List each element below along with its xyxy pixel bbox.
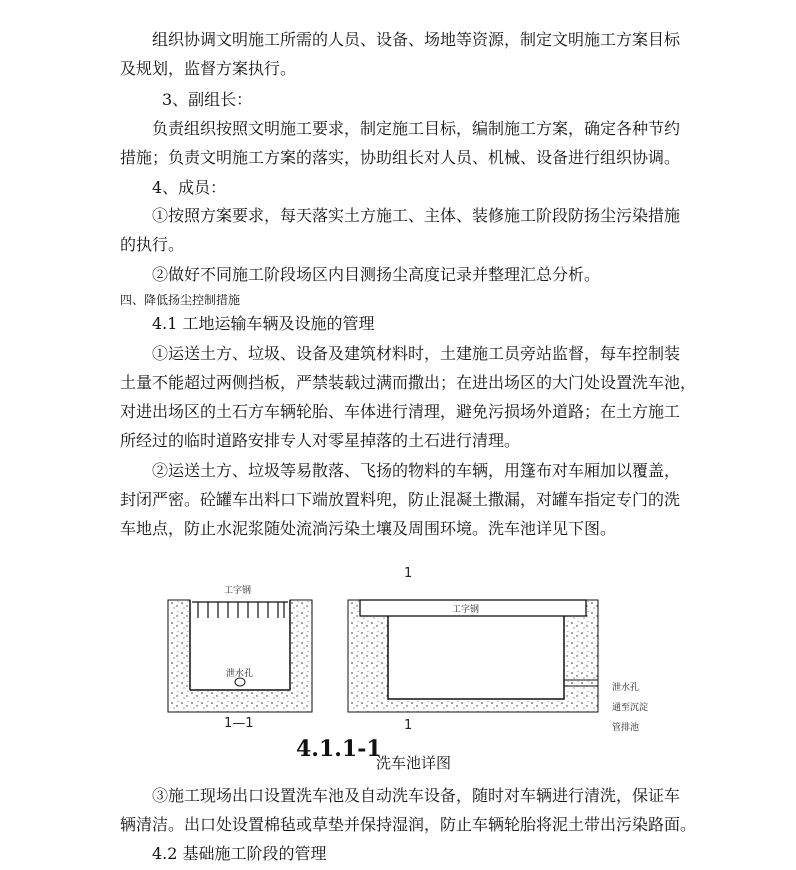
drain-note-1: 泄水孔 (612, 683, 640, 693)
figure-caption: 洗车池详图 (376, 754, 452, 772)
left-hole-label: 泄水孔 (226, 669, 254, 679)
paragraph-line: ①按照方案要求，每天落实土方施工、主体、装修施工阶段防扬尘污染措施 (152, 206, 681, 225)
paragraph-line: ②运送土方、垃圾等易散落、飞扬的物料的车辆，用篷布对车厢加以覆盖， (152, 461, 681, 480)
section-right (348, 600, 598, 712)
section-heading: 四、降低扬尘控制措施 (120, 293, 241, 307)
i-beam-bars (192, 602, 288, 618)
paragraph-line: 及规划，监督方案执行。 (120, 59, 297, 78)
drain-hole-icon (235, 678, 245, 686)
section-left (168, 600, 312, 712)
figure-number: 4.1.1-1 (296, 736, 382, 762)
section-cut-bottom: 1 (404, 718, 413, 733)
paragraph-line: 土量不能超过两侧挡板，严禁装载过满而撒出；在进出场区的大门处设置洗车池， (120, 373, 697, 392)
paragraph-line: 辆清洁。出口处设置棉毡或草垫并保持湿润，防止车辆轮胎将泥土带出污染路面。 (120, 815, 697, 834)
left-beam-label: 工字钢 (224, 586, 252, 596)
section-mark: 1—1 (224, 716, 254, 731)
paragraph-line: ①运送土方、垃圾、设备及建筑材料时，土建施工员旁站监督，每车控制装 (152, 344, 681, 363)
heading-vice-leader: 3、副组长： (162, 90, 253, 109)
drain-note-3: 管排池 (612, 723, 640, 733)
paragraph-line: 组织协调文明施工所需的人员、设备、场地等资源，制定文明施工方案目标 (152, 30, 681, 49)
right-beam-label: 工字钢 (452, 605, 480, 615)
paragraph-line: 负责组织按照文明施工要求，制定施工目标，编制施工方案，确定各种节约 (152, 119, 681, 138)
subsection-heading: 4.2 基础施工阶段的管理 (152, 844, 327, 863)
paragraph-line: ②做好不同施工阶段场区内目测扬尘高度记录并整理汇总分析。 (152, 265, 601, 284)
paragraph-line: 措施；负责文明施工方案的落实，协助组长对人员、机械、设备进行组织协调。 (120, 148, 681, 167)
drain-note-2: 通至沉淀 (612, 703, 649, 713)
section-cut-top: 1 (404, 566, 413, 581)
paragraph-line: 封闭严密。砼罐车出料口下端放置料兜，防止混凝土撒漏，对罐车指定专门的洗 (120, 490, 681, 509)
paragraph-line: 所经过的临时道路安排专人对零星掉落的土石进行清理。 (120, 431, 521, 450)
paragraph-line: ③施工现场出口设置洗车池及自动洗车设备，随时对车辆进行清洗，保证车 (152, 786, 681, 805)
paragraph-line: 车地点，防止水泥浆随处流淌污染土壤及周围环境。洗车池详见下图。 (120, 519, 617, 538)
paragraph-line: 对进出场区的土石方车辆轮胎、车体进行清理，避免污损场外道路；在土方施工 (120, 402, 681, 421)
heading-members: 4、成员： (152, 178, 227, 197)
paragraph-line: 的执行。 (120, 235, 185, 254)
subsection-heading: 4.1 工地运输车辆及设施的管理 (152, 314, 375, 333)
